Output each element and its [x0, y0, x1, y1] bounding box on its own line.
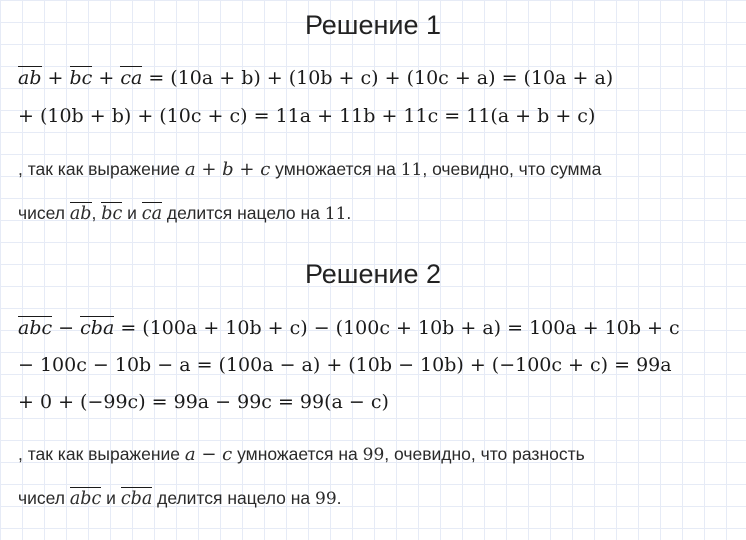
text-part: делится нацело на [162, 203, 325, 223]
solution-2-equation-line-1 [18, 316, 680, 340]
overline-ca: ca [141, 204, 162, 224]
math-expression: a − c [184, 444, 233, 465]
overline-cba: cba [80, 317, 115, 339]
text-part: , так как выражение [18, 159, 185, 179]
number: 11 [400, 160, 423, 180]
text-part: и [101, 488, 121, 508]
text-part: и [122, 203, 142, 223]
text-part: . [346, 203, 352, 223]
solution-1-conclusion [18, 201, 351, 226]
text-part: . [336, 488, 342, 508]
overline-ca: ca [120, 67, 143, 89]
operator: + [41, 67, 70, 89]
text-part: умножается на [270, 159, 401, 179]
math-expression: a + b + c [184, 159, 271, 180]
solution-2-title: Решение 2 [304, 259, 442, 289]
text-part: чисел [18, 488, 70, 508]
solution-2-conclusion [18, 486, 342, 511]
solution-2-equation-line-2: − 100c − 10b − a = (100a − a) + (10b − 10b) + (−100c + c) = 99a [18, 354, 672, 376]
text-part: , [91, 203, 102, 223]
solution-1-equation-line-2: + (10b + b) + (10c + c) = 11a + 11b + 11c = 11(a + b + c) [18, 105, 596, 127]
text-part: , так как выражение [18, 444, 185, 464]
overline-ab: ab [18, 67, 42, 89]
solution-1-equation-line-1 [18, 66, 613, 90]
equation-rest: = (10a + b) + (10b + c) + (10c + a) = (10a + a) [142, 67, 614, 89]
solution-1-title: Решение 1 [304, 10, 442, 40]
operator: + [92, 67, 121, 89]
equation-rest: = (100a + 10b + c) − (100c + 10b + a) = 100a + 10b + c [114, 317, 680, 339]
text-part: чисел [18, 203, 70, 223]
operator: − [52, 317, 81, 339]
number: 99 [315, 489, 337, 509]
overline-cba: cba [120, 489, 153, 509]
solution-2-explanation [18, 442, 585, 467]
text-part: , очевидно, что сумма [422, 159, 602, 179]
solution-2-equation-line-3: + 0 + (−99c) = 99a − 99c = 99(a − c) [18, 391, 389, 413]
overline-abc: abc [18, 317, 53, 339]
overline-bc: bc [69, 67, 93, 89]
number: 11 [324, 204, 347, 224]
text-part: умножается на [232, 444, 363, 464]
overline-abc: abc [69, 489, 102, 509]
text-part: делится нацело на [152, 488, 316, 508]
solution-1-explanation [18, 157, 601, 182]
overline-bc: bc [101, 204, 123, 224]
number: 99 [362, 445, 385, 465]
overline-ab: ab [69, 204, 92, 224]
text-part: , очевидно, что разность [384, 444, 585, 464]
